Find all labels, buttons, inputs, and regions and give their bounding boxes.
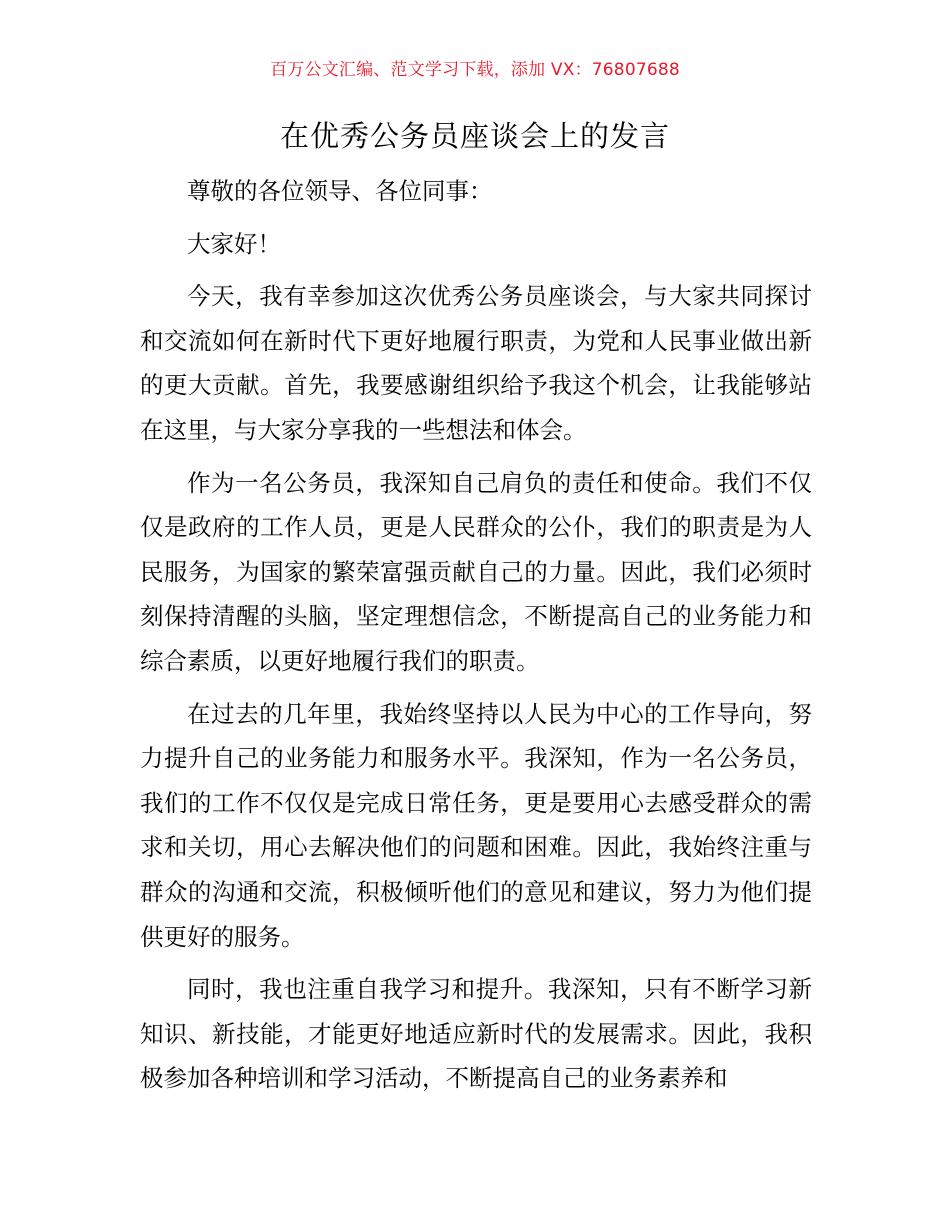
document-title: 在优秀公务员座谈会上的发言 [279,119,670,153]
paragraph-2: 作为一名公务员，我深知自己肩负的责任和使命。我们不仅仅是政府的工作人员，更是人民群众的公仆，我们的职责是为人民服务，为国家的繁荣富强贡献自己的力量。因此，我们必须时刻保持清醒的头脑，坚定理想信念，不断提高自己的业务能力和综合素质，以更好地履行我们的职责。 [140,468,812,675]
greeting: 大家好！ [187,229,281,258]
header-watermark-note: 百万公文汇编、范文学习下载，添加 VX：76807688 [270,60,680,80]
salutation: 尊敬的各位领导、各位同事： [187,177,493,205]
paragraph-1: 今天，我有幸参加这次优秀公务员座谈会，与大家共同探讨和交流如何在新时代下更好地履行职责，为党和人民事业做出新的更大贡献。首先，我要感谢组织给予我这个机会，让我能够站在这里，与大家分享我的一些想法和体会。 [140,282,812,444]
paragraph-4: 同时，我也注重自我学习和提升。我深知，只有不断学习新知识、新技能，才能更好地适应新时代的发展需求。因此，我积极参加各种培训和学习活动，不断提高自己的业务素养和 [140,975,812,1093]
paragraph-3: 在过去的几年里，我始终坚持以人民为中心的工作导向，努力提升自己的业务能力和服务水平。我深知，作为一名公务员，我们的工作不仅仅是完成日常任务，更是要用心去感受群众的需求和关切，用心去解决他们的问题和困难。因此，我始终注重与群众的沟通和交流，积极倾听他们的意见和建议，努力为他们提供更好的服务。 [140,699,812,951]
document-body [140,169,812,1109]
